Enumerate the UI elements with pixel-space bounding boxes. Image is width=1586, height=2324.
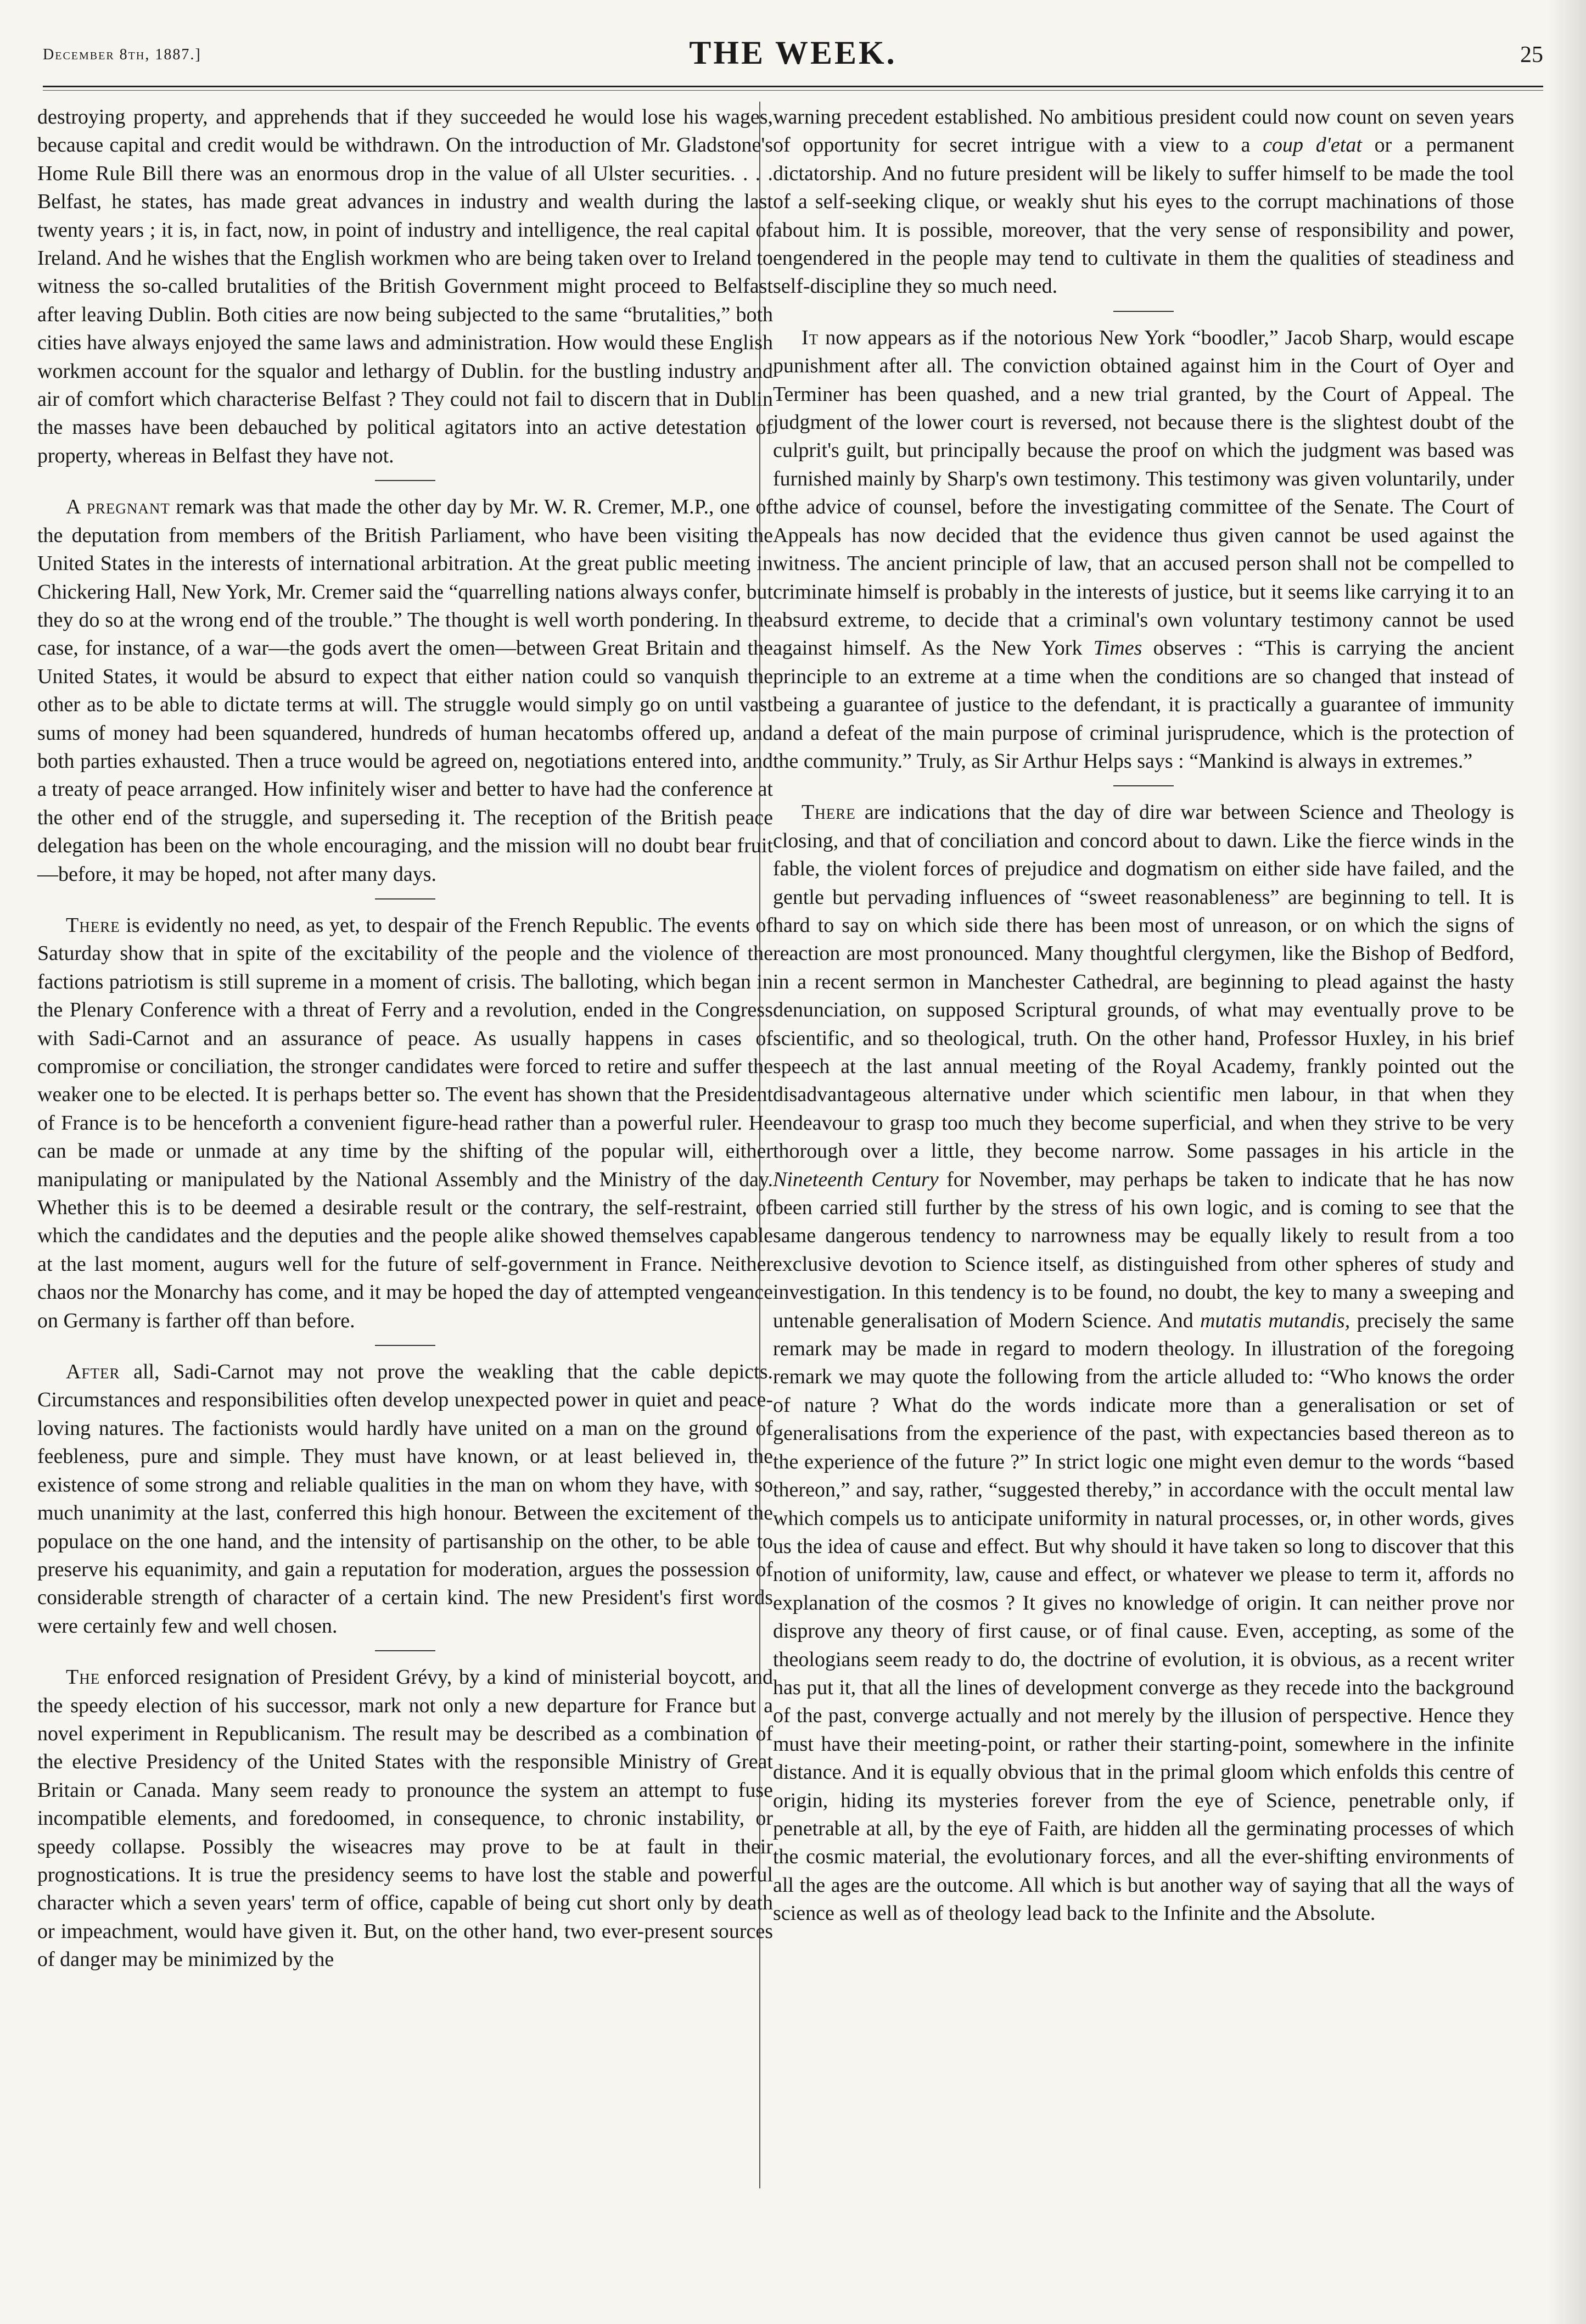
paragraph-lead: After xyxy=(66,1360,120,1384)
left-column xyxy=(37,103,773,1974)
paragraph-lead: A pregnant xyxy=(66,495,170,519)
paragraph-lead: It xyxy=(802,326,819,349)
article-paragraph xyxy=(37,1358,773,1640)
paragraph-lead: There xyxy=(802,801,856,824)
italic-phrase: coup d'etat xyxy=(1263,133,1362,157)
publication-title: THE WEEK. xyxy=(689,35,897,71)
section-separator xyxy=(375,480,435,481)
paragraph-lead: There xyxy=(66,913,120,937)
paragraph-text: enforced resignation of President Grévy, by a kind of ministerial boycott, and the speedy election of his successor, mark not only a new departure for France but a novel experiment in Republicanism. The result may be described as a combination of the elective Presidency of the United States with the responsible Ministry of Great Britain or Canada. Many seem ready to pronounce the system an attempt to fuse incompatible elements, and foredoomed, in consequence, to chronic instability, or speedy collapse. Possibly the wiseacres may prove to be at fault in their prognostications. It is true the presidency seems to have lost the stable and powerful character which a seven years' term of office, capable of being cut short only by death or impeachment, would have given it. But, on the other hand, two ever-present sources of danger may be minimized by the xyxy=(37,1666,773,1971)
article-paragraph xyxy=(37,912,773,1335)
italic-phrase: mutatis mutandis, xyxy=(1200,1309,1350,1332)
header-rule-thin xyxy=(43,90,1543,91)
paragraph-text: are indications that the day of dire war between Science and Theology is closing, and that of conciliation and concord about to dawn. Like the fierce winds in the fable, the violent forces of prejudice and dogmatism on either side have failed, and the gentle but pervading influences of “sweet reasonableness” are beginning to tell. It is hard to say on which side there has been most of unreason, or on which the signs of reaction are most pronounced. Many thoughtful clergymen, like the Bishop of Bedford, in a recent sermon in Manchester Cathedral, are beginning to plead against the hasty denunciation, on supposed Scriptural grounds, of what may eventually prove to be scientific, and so theological, truth. On the other hand, Professor Huxley, in his brief speech at the last annual meeting of the Royal Academy, frankly pointed out the disadvantageous alternative under which scientific men labour, in that when they endeavour to grasp too much they become superficial, and when they strive to be very thorough over a little, they become narrow. Some passages in his article in the xyxy=(773,801,1514,1163)
italic-phrase: Nineteenth Century xyxy=(773,1167,939,1191)
article-paragraph xyxy=(773,324,1514,776)
paragraph-text: all, Sadi-Carnot may not prove the weakling that the cable depicts. Circumstances and responsibilities often develop unexpected power in quiet and peace-loving natures. The factionists would hardly have united on a man on the ground of feebleness, pure and simple. They must have known, or at least believed in, the existence of some strong and reliable qualities in the man on whom they have, with so much unanimity at the last, conferred this high honour. Between the excitement of the populace on the one hand, and the intensity of partisanship on the other, to be able to preserve his equanimity, and gain a reputation for moderation, argues the possession of considerable strength of character of a certain kind. The new President's first words were certainly few and well chosen. xyxy=(37,1360,773,1638)
article-paragraph xyxy=(37,1663,773,1974)
right-column xyxy=(773,103,1514,1928)
section-separator xyxy=(1113,311,1174,312)
paragraph-text: precisely the same remark may be made in regard to modern theology. In illustration of the foregoing remark we may quote the following from the article alluded to: “Who knows the order of nature ? What do the words indicate more than a generalisation or set of generalisations from the experience of the past, with expectancies based thereon as to the experience of the future ?” In strict logic one might even demur to the words “based thereon,” and say, rather, “suggested thereby,” in accordance with the occult mental law which compels us to anticipate uniformity in natural processes, or, in other words, gives us the idea of cause and effect. But why should it have taken so long to discover that this notion of uniformity, law, cause and effect, or whatever we please to term it, affords no explanation of the cosmos ? It gives no knowledge of origin. It can neither prove nor disprove any theory of first cause, or of final cause. Even, accepting, as some of the theologians seem ready to do, the doctrine of evolution, it is obvious, as a recent writer has put it, that all the lines of development converge as they recede into the background of the past, converge actually and not merely by the illusion of perspective. Hence they must have their meeting-point, or rather their starting-point, somewhere in the infinite distance. And it is equally obvious that in the primal gloom which enfolds this centre of origin, hiding its mysteries forever from the eye of Science, penetrable only, if penetrable at all, by the eye of Faith, are hidden all the germinating processes of which the cosmic material, the evolutionary forces, and all the ever-shifting environments of all the ages are the outcome. All which is but another way of saying that all the ways of science as well as of theology lead back to the Infinite and the Absolute. xyxy=(773,1309,1514,1925)
article-paragraph xyxy=(773,798,1514,1928)
page-edge-shadow xyxy=(1548,0,1586,2324)
paragraph-text: is evidently no need, as yet, to despair of the French Republic. The events of Saturday show that in spite of the excitability of the people and the violence of the factions patriotism is still supreme in a moment of crisis. The balloting, which began in the Plenary Conference with a threat of Ferry and a revolution, ended in the Congress with Sadi-Carnot and an assurance of peace. As usually happens in cases of compromise or conciliation, the stronger candidates were forced to retire and suffer the weaker one to be elected. It is perhaps better so. The event has shown that the President of France is to be henceforth a convenient figure-head rather than a powerful ruler. He can be made or unmade at any time by the shifting of the popular will, either manipulating or manipulated by the National Assembly and the Ministry of the day. Whether this is to be deemed a desirable result or the contrary, the self-restraint, of which the candidates and the deputies and the people alike showed themselves capable at the last moment, augurs well for the future of self-government in France. Neither chaos nor the Monarchy has come, and it may be hoped the day of attempted vengeance on Germany is farther off than before. xyxy=(37,913,773,1332)
italic-phrase: Times xyxy=(1093,636,1142,660)
header-date: December 8th, 1887.] xyxy=(43,46,201,63)
paragraph-text: remark was that made the other day by Mr. W. R. Cremer, M.P., one of the deputation from members of the British Parliament, who have been visiting the United States in the interests of international arbitration. At the great public meeting in Chickering Hall, New York, Mr. Cremer said the “quarrelling nations always confer, but they do so at the wrong end of the trouble.” The thought is well worth pondering. In the case, for instance, of a war—the gods avert the omen—between Great Britain and the United States, it would be absurd to expect that either nation could so vanquish the other as to be able to dictate terms at will. The struggle would simply go on until vast sums of money had been squandered, hundreds of human hecatombs offered up, and both parties exhausted. Then a truce would be agreed on, negotiations entered into, and a treaty of peace arranged. How infinitely wiser and better to have had the conference at the other end of the struggle, and superseding it. The reception of the British peace delegation has been on the whole encouraging, and the mission will no doubt bear fruit—before, it may be hoped, not after many days. xyxy=(37,495,773,886)
paragraph-text: now appears as if the notorious New York “boodler,” Jacob Sharp, would escape punishment after all. The conviction obtained against him in the Court of Oyer and Terminer has been quashed, and a new trial granted, by the Court of Appeal. The judgment of the lower court is reversed, not because there is the slightest doubt of the culprit's guilt, but principally because the proof on which the judgment was based was furnished mainly by Sharp's own testimony. This testimony was given voluntarily, under the advice of counsel, before the investigating committee of the Senate. The Court of Appeals has now decided that the evidence thus given cannot be used against the witness. The ancient principle of law, that an accused person shall not be compelled to criminate himself is probably in the interests of justice, but it seems like carrying it to an absurd extreme, to decide that a criminal's own voluntary testimony cannot be used against himself. As the New York xyxy=(773,326,1514,660)
section-separator xyxy=(375,1650,435,1651)
header-rule xyxy=(43,86,1543,87)
article-paragraph xyxy=(37,493,773,889)
paragraph-text: destroying property, and apprehends that if they succeeded he would lose his wages, because capital and credit would be withdrawn. On the introduction of Mr. Gladstone's Home Rule Bill there was an enormous drop in the value of all Ulster securities. . . . Belfast, he states, has made great advances in industry and wealth during the last twenty years ; it is, in fact, now, in point of industry and intelligence, the real capital of Ireland. And he wishes that the English workmen who are being taken over to Ireland to witness the so-called brutalities of the British Government might proceed to Belfast after leaving Dublin. Both cities are now being subjected to the same “brutalities,” both cities have always enjoyed the same laws and administration. How would these English workmen account for the squalor and lethargy of Dublin. for the bustling industry and air of comfort which characterise Belfast ? They could not fail to discern that in Dublin the masses have been debauched by political agitators into an active detestation of property, whereas in Belfast they have not. xyxy=(37,105,773,467)
paragraph-text: warning precedent established. No ambitious president could now count on seven years of opportunity for secret intrigue with a view to a xyxy=(773,105,1514,157)
section-separator xyxy=(375,1345,435,1346)
page-header xyxy=(43,25,1543,91)
section-separator xyxy=(375,898,435,900)
article-paragraph xyxy=(773,103,1514,301)
section-separator xyxy=(1113,785,1174,786)
article-paragraph xyxy=(37,103,773,470)
paragraph-text: observes : “This is carrying the ancient principle to an extreme at a time when the conditions are so changed that instead of being a guarantee of justice to the defendant, it is practically a guarantee of immunity and a defeat of the main purpose of criminal jurisprudence, which is the protection of the community.” Truly, as Sir Arthur Helps says : “Mankind is always in extremes.” xyxy=(773,636,1514,773)
page-number: 25 xyxy=(1520,42,1543,68)
paragraph-lead: The xyxy=(66,1666,100,1689)
paragraph-text: for November, may perhaps be taken to indicate that he has now been carried still further by the stress of his own logic, and is coming to see that the same dangerous tendency to narrowness may be equally likely to result from a too exclusive devotion to Science itself, as distinguished from other spheres of study and investigation. In this tendency is to be found, no doubt, the key to many a sweeping and untenable generalisation of Modern Science. And xyxy=(773,1167,1514,1332)
paragraph-text: or a permanent dictatorship. And no future president will be likely to suffer himself to be made the tool of a self-seeking clique, or weakly shut his eyes to the corrupt machinations of those about him. It is possible, moreover, that the very sense of responsibility and power, engendered in the people may tend to cultivate in them the qualities of steadiness and self-discipline they so much need. xyxy=(773,133,1515,298)
